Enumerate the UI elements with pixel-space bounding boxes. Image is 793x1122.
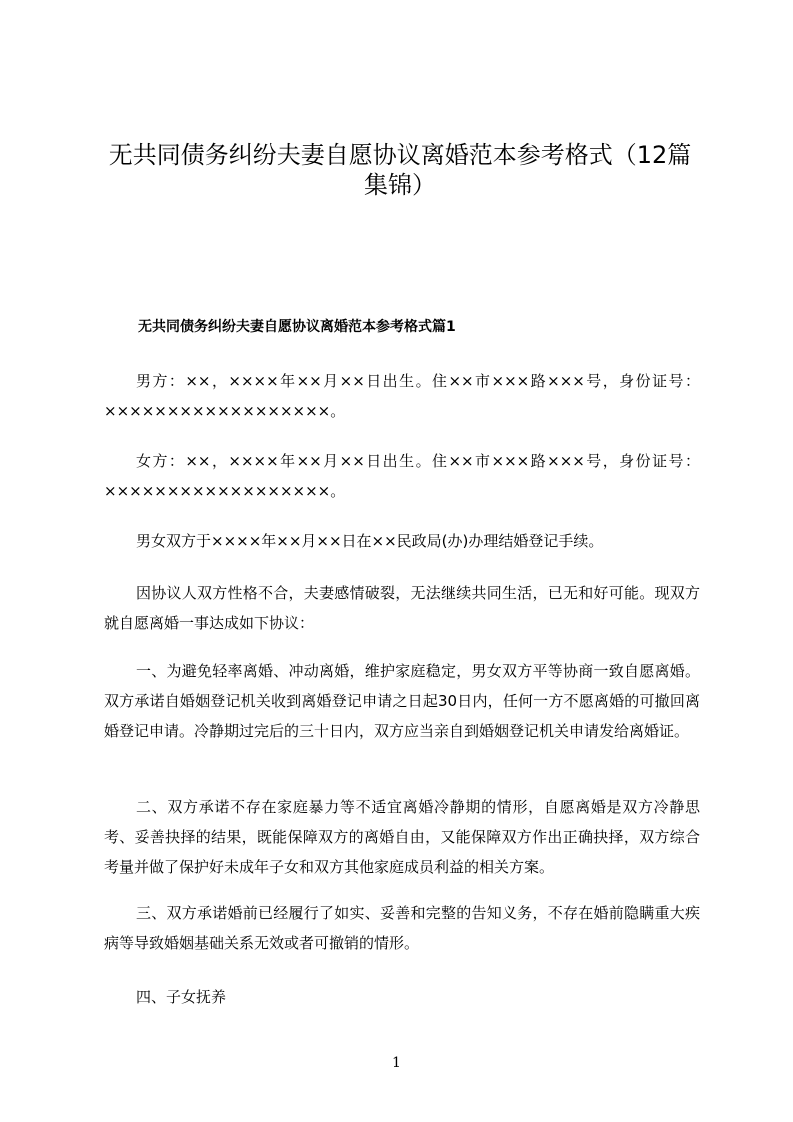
document-title: 无共同债务纠纷夫妻自愿协议离婚范本参考格式（12篇集锦） xyxy=(108,141,692,199)
paragraph-clause-two: 二、双方承诺不存在家庭暴力等不适宜离婚冷静期的情形，自愿离婚是双方冷静思考、妥善抉择的结果，既能保障双方的离婚自由，又能保障双方作出正确抉择，双方综合考量并做了保护好未成年子女和双方其他家庭成员利益的相关方案。 xyxy=(104,798,700,876)
page-number: 1 xyxy=(392,1055,401,1071)
paragraph-male-party: 男方：××，××××年××月××日出生。住××市×××路×××号，身份证号：××××××××××××××××××。 xyxy=(104,372,700,420)
paragraph-clause-four-heading: 四、子女抚养 xyxy=(136,988,227,1006)
paragraph-divorce-reason: 因协议人双方性格不合，夫妻感情破裂，无法继续共同生活，已无和好可能。现双方就自愿离婚一事达成如下协议： xyxy=(104,584,700,632)
paragraph-marriage-registration: 男女双方于××××年××月××日在××民政局(办)办理结婚登记手续。 xyxy=(136,532,604,550)
paragraph-clause-one: 一、为避免轻率离婚、冲动离婚，维护家庭稳定，男女双方平等协商一致自愿离婚。双方承诺自婚姻登记机关收到离婚登记申请之日起30日内，任何一方不愿离婚的可撤回离婚登记申请。冷静期过完后的三十日内，双方应当亲自到婚姻登记机关申请发给离婚证。 xyxy=(104,662,700,740)
section-heading: 无共同债务纠纷夫妻自愿协议离婚范本参考格式篇1 xyxy=(138,319,456,335)
paragraph-clause-three: 三、双方承诺婚前已经履行了如实、妥善和完整的告知义务，不存在婚前隐瞒重大疾病等导致婚姻基础关系无效或者可撤销的情形。 xyxy=(104,904,700,952)
paragraph-female-party: 女方：××，××××年××月××日出生。住××市×××路×××号，身份证号：××××××××××××××××××。 xyxy=(104,452,700,500)
